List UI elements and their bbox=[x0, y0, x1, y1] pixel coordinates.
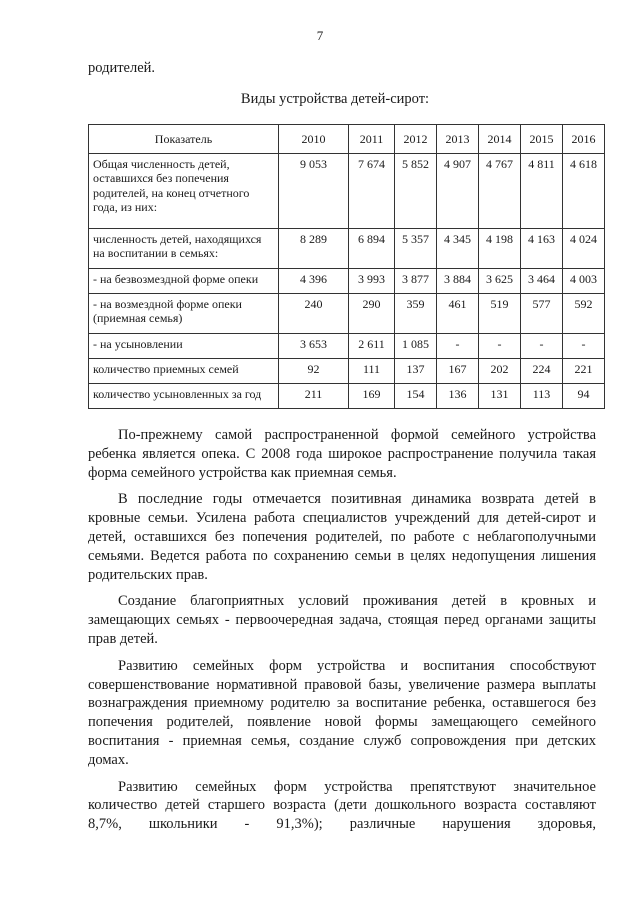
table-cell: 3 993 bbox=[349, 269, 395, 294]
table-caption: Виды устройства детей-сирот: bbox=[240, 91, 430, 107]
orphan-placement-table bbox=[88, 124, 605, 409]
table-cell: 3 653 bbox=[279, 334, 349, 359]
header-year: 2012 bbox=[395, 125, 437, 154]
row-label: количество усыновленных за год bbox=[89, 384, 279, 409]
table-cell: 113 bbox=[521, 384, 563, 409]
table-row bbox=[89, 269, 605, 294]
table-cell: 4 003 bbox=[563, 269, 605, 294]
table-cell: 240 bbox=[279, 294, 349, 334]
header-indicator: Показатель bbox=[89, 125, 279, 154]
table-cell: 4 396 bbox=[279, 269, 349, 294]
table-cell: 136 bbox=[437, 384, 479, 409]
table-cell: 221 bbox=[563, 359, 605, 384]
table-cell: 224 bbox=[521, 359, 563, 384]
table-cell: 4 024 bbox=[563, 229, 605, 269]
table-row bbox=[89, 294, 605, 334]
header-year: 2010 bbox=[279, 125, 349, 154]
table-cell: 3 625 bbox=[479, 269, 521, 294]
table-cell: 137 bbox=[395, 359, 437, 384]
table-cell: 461 bbox=[437, 294, 479, 334]
table-cell: 4 345 bbox=[437, 229, 479, 269]
table-cell: 519 bbox=[479, 294, 521, 334]
table-cell: 577 bbox=[521, 294, 563, 334]
table-cell: 290 bbox=[349, 294, 395, 334]
table-cell: 3 877 bbox=[395, 269, 437, 294]
paragraph: Создание благоприятных условий проживания детей в кровных и замещающих семьях - первоочередная задача, стоящая перед органами защиты прав детей. bbox=[88, 593, 596, 647]
table-cell: 131 bbox=[479, 384, 521, 409]
table-cell: 6 894 bbox=[349, 229, 395, 269]
table-cell: 94 bbox=[563, 384, 605, 409]
table-cell: 5 357 bbox=[395, 229, 437, 269]
table-cell: - bbox=[479, 334, 521, 359]
paragraph: В последние годы отмечается позитивная динамика возврата детей в кровные семьи. Усилена работа специалистов учреждений для детей-сирот и детей, оставшихся без попечения родителей, по работе с неблагополучными семьями. Ведется работа по сохранению семьи в целях недопущения лишения родительских прав. bbox=[88, 491, 596, 583]
table-row bbox=[89, 229, 605, 269]
body-text bbox=[88, 426, 596, 842]
table-row bbox=[89, 384, 605, 409]
header-year: 2014 bbox=[479, 125, 521, 154]
row-label: численность детей, находящихся на воспитании в семьях: bbox=[89, 229, 279, 269]
table-cell: 4 907 bbox=[437, 154, 479, 229]
row-label: - на безвозмездной форме опеки bbox=[89, 269, 279, 294]
table-cell: 1 085 bbox=[395, 334, 437, 359]
table-cell: 169 bbox=[349, 384, 395, 409]
table-cell: 5 852 bbox=[395, 154, 437, 229]
table-cell: 4 767 bbox=[479, 154, 521, 229]
table-cell: - bbox=[437, 334, 479, 359]
table-cell: 8 289 bbox=[279, 229, 349, 269]
row-label: Общая численность детей, оставшихся без попечения родителей, на конец отчетного года, из них: bbox=[89, 154, 279, 229]
header-year: 2013 bbox=[437, 125, 479, 154]
table-row bbox=[89, 154, 605, 229]
table-cell: 3 464 bbox=[521, 269, 563, 294]
table-cell: 359 bbox=[395, 294, 437, 334]
table-cell: 111 bbox=[349, 359, 395, 384]
paragraph: По-прежнему самой распространенной формой семейного устройства ребенка является опека. С 2008 года широкое распространение получила такая форма семейного устройства как приемная семья. bbox=[88, 427, 596, 481]
header-year: 2011 bbox=[349, 125, 395, 154]
paragraph: Развитию семейных форм устройства препятствуют значительное количество детей старшего возраста (дети дошкольного возраста составляют 8,7%, школьники - 91,3%); различные нарушения здоровья, bbox=[88, 778, 596, 833]
table-cell: 4 811 bbox=[521, 154, 563, 229]
table-cell: 211 bbox=[279, 384, 349, 409]
table-cell: 167 bbox=[437, 359, 479, 384]
table-cell: 92 bbox=[279, 359, 349, 384]
header-year: 2016 bbox=[563, 125, 605, 154]
table-cell: 9 053 bbox=[279, 154, 349, 229]
table-cell: 202 bbox=[479, 359, 521, 384]
table-header-row bbox=[89, 125, 605, 154]
table-cell: 7 674 bbox=[349, 154, 395, 229]
row-label: - на усыновлении bbox=[89, 334, 279, 359]
row-label: - на возмездной форме опеки (приемная семья) bbox=[89, 294, 279, 334]
paragraph: Развитию семейных форм устройства и воспитания способствуют совершенствование нормативной правовой базы, увеличение размера выплаты вознаграждения приемному родителю за воспитание ребенка, оставшегося без попечения родителей, появление новой формы замещающего семейного воспитания - приемная семья, создание служб сопровождения при детских домах. bbox=[88, 657, 596, 768]
table-cell: - bbox=[521, 334, 563, 359]
table-cell: 154 bbox=[395, 384, 437, 409]
table-row bbox=[89, 334, 605, 359]
table-cell: 592 bbox=[563, 294, 605, 334]
table-cell: - bbox=[563, 334, 605, 359]
table-cell: 3 884 bbox=[437, 269, 479, 294]
table-cell: 4 618 bbox=[563, 154, 605, 229]
row-label: количество приемных семей bbox=[89, 359, 279, 384]
table-cell: 4 163 bbox=[521, 229, 563, 269]
table-cell: 2 611 bbox=[349, 334, 395, 359]
page-number: 7 bbox=[316, 28, 324, 43]
header-year: 2015 bbox=[521, 125, 563, 154]
table-row bbox=[89, 359, 605, 384]
lead-text: родителей. bbox=[88, 60, 156, 76]
table-cell: 4 198 bbox=[479, 229, 521, 269]
